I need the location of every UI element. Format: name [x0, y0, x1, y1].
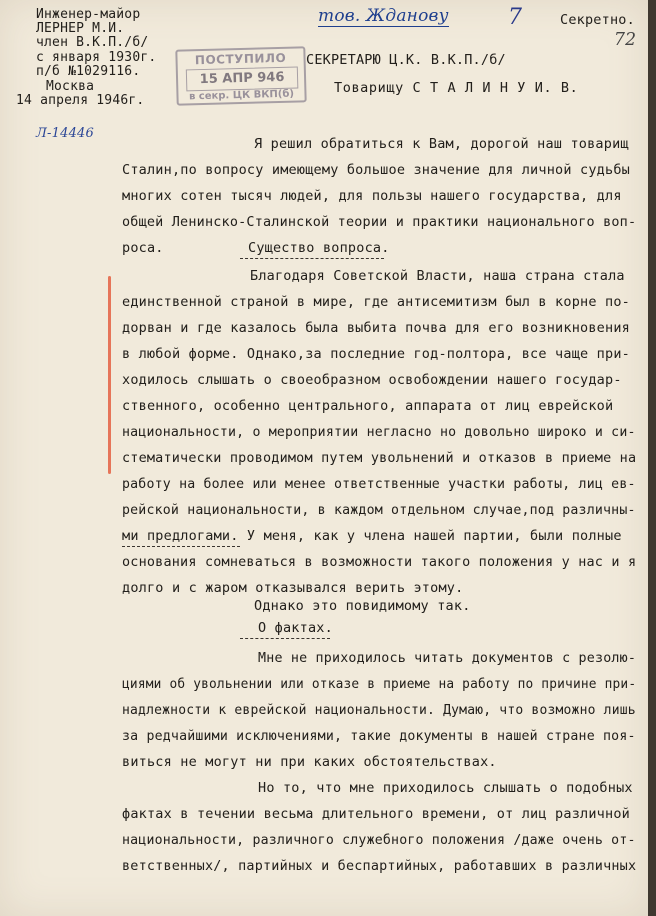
stamp-date: 15 АПР 946 — [186, 67, 299, 92]
text-line: рейской национальности, в каждом отдельном случае,под различны- — [122, 502, 636, 518]
received-stamp — [175, 46, 306, 105]
text-line: Благодаря Советской Власти, наша страна стала — [250, 268, 625, 284]
sender-line: Москва — [46, 79, 95, 94]
text-line: Мне не приходилось читать документов с резолю- — [258, 650, 637, 666]
heading-underline — [240, 638, 330, 639]
page-number: 72 — [614, 29, 637, 50]
addressee-line: СЕКРЕТАРЮ Ц.К. В.К.П./б/ — [306, 52, 506, 68]
text-line: национальности, различного служебного положения /даже очень от- — [122, 832, 636, 848]
text-line: роса. — [122, 240, 164, 256]
heading-underline — [240, 258, 384, 259]
sender-line: п/б №1029116. — [36, 64, 141, 79]
section-heading: О фактах. — [258, 620, 333, 636]
text-line: Однако это повидимому так. — [254, 598, 471, 614]
sender-line: ЛЕРНЕР М.И. — [36, 21, 125, 36]
addressee-line: Товарищу С Т А Л И Н У И. В. — [334, 80, 579, 96]
handwritten-number: 7 — [508, 5, 523, 30]
text-line: стематически проводимом путем увольнений и отказов в приеме на — [122, 450, 637, 466]
text-line: основания сомневаться в возможности такого положения у нас и я — [122, 554, 637, 570]
text-line: ми предлогами. У меня, как у члена нашей партии, были полные — [122, 528, 622, 544]
text-line: единственной страной в мире, где антисемитизм был в корне по- — [122, 294, 630, 310]
sender-line: с января 1930г. — [36, 50, 157, 65]
text-line: национальности, о мероприятии негласно но довольно широко и си- — [122, 424, 636, 440]
classification-label: Секретно. — [560, 12, 635, 28]
text-line: в любой форме. Однако,за последние год-полтора, все чаще при- — [122, 346, 630, 362]
text-line: Но то, что мне приходилось слышать о подобных — [258, 780, 633, 796]
section-heading: Существо вопроса. — [248, 240, 390, 256]
text-line: ходилось слышать о своеобразном освобождении нашего государ- — [122, 372, 622, 388]
registration-number: Л-14446 — [36, 126, 94, 141]
text-line: общей Ленинско-Сталинской теории и практики национального воп- — [122, 214, 637, 230]
text-line: фактах в течении весьма длительного времени, от лиц различной — [122, 806, 630, 822]
handwritten-annotation: тов. Жданову — [318, 6, 449, 26]
sender-line: Инженер-майор — [36, 7, 141, 22]
text-line: дорван и где казалось была выбита почва для его возникновения — [122, 320, 630, 336]
text-line: многих сотен тысяч людей, для пользы нашего государства, для — [122, 188, 622, 204]
text-line: надлежности к еврейской национальности. Думаю, что возможно лишь — [122, 702, 636, 718]
sender-date: 14 апреля 1946г. — [16, 93, 145, 108]
text-line: долго и с жаром отказывался верить этому. — [122, 580, 464, 596]
stamp-org: в секр. ЦК ВКП(б) — [188, 88, 295, 103]
text-line: виться не могут ни при каких обстоятельствах. — [122, 754, 497, 770]
underline-mark — [122, 546, 240, 547]
text-line: Сталин,по вопросу имеющему большое значение для личной судьбы — [122, 162, 630, 178]
text-line: за редчайшими исключениями, такие документы в нашей стране поя- — [122, 728, 636, 744]
text-line: работу на более или менее ответственные участки работы, лиц ев- — [122, 476, 636, 492]
text-line: Я решил обратиться к Вам, дорогой наш товарищ — [254, 136, 629, 152]
sender-line: член В.К.П./б/ — [36, 35, 149, 50]
scan-edge — [648, 0, 656, 916]
stamp-title: ПОСТУПИЛО — [194, 50, 287, 68]
margin-red-mark — [108, 276, 111, 474]
text-line: ветственных/, партийных и беспартийных, работавших в различных — [122, 858, 637, 874]
text-line: циями об увольнении или отказе в приеме на работу по причине при- — [122, 676, 637, 692]
text-line: ственного, особенно центрального, аппарата от лиц еврейской — [122, 398, 614, 414]
